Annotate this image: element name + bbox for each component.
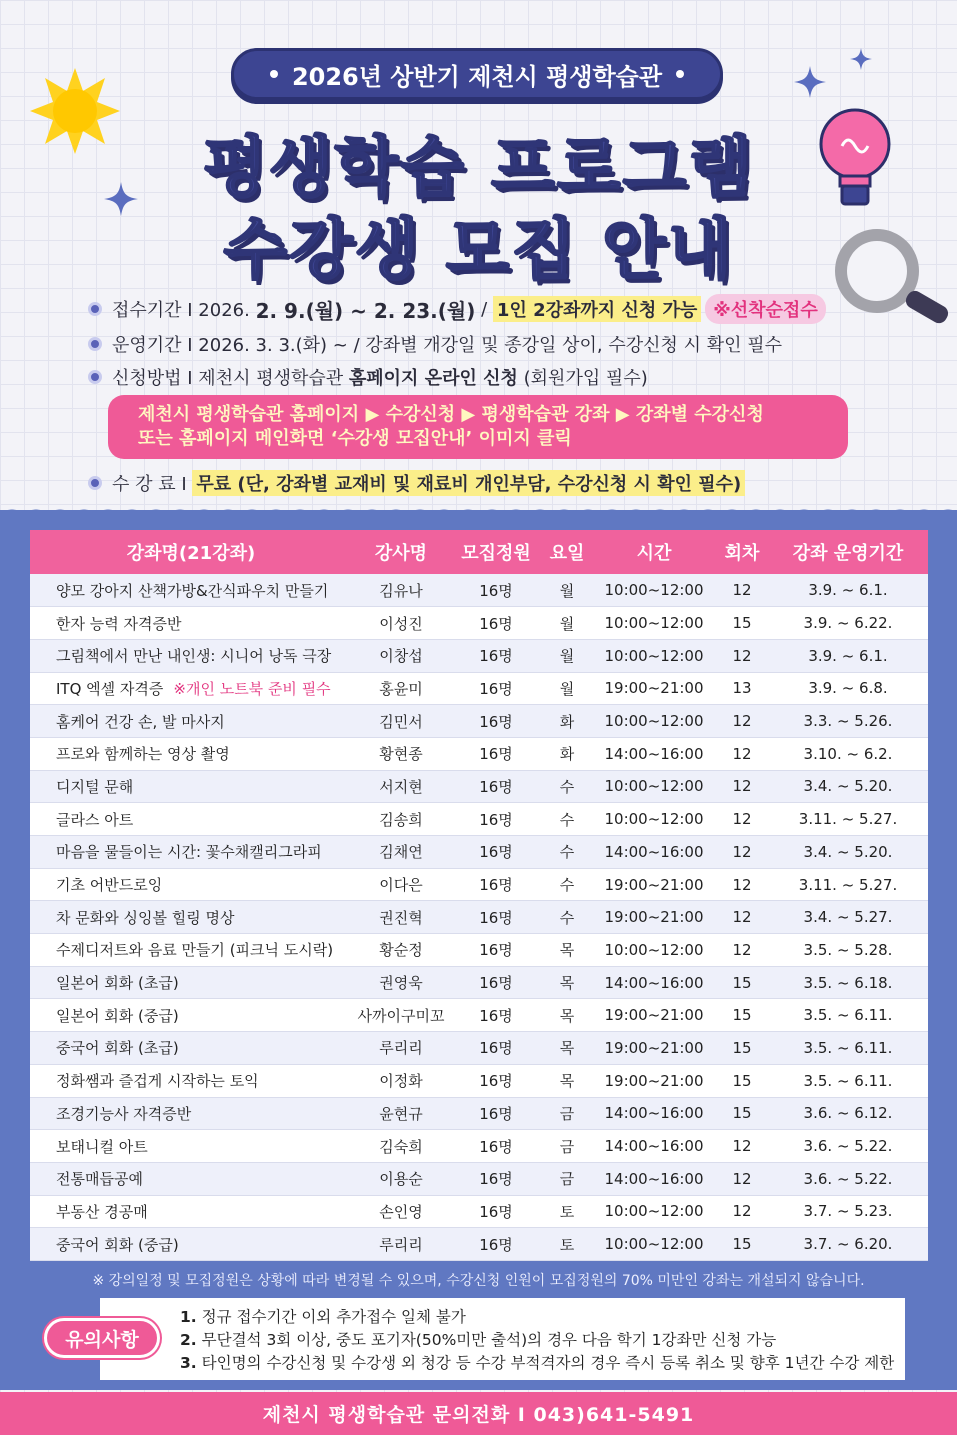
teacher-name: 김민서	[352, 705, 450, 738]
class-time: 10:00~12:00	[592, 934, 716, 967]
course-name	[30, 934, 352, 967]
table-row	[30, 672, 928, 705]
table-row	[30, 934, 928, 967]
method-rest: (회원가입 필수)	[523, 368, 648, 389]
table-row	[30, 770, 928, 803]
course-name-text: 중국어 회화 (초급)	[56, 1039, 179, 1058]
teacher-name: 루리리	[352, 1032, 450, 1065]
weekday: 화	[542, 737, 592, 770]
session-count: 12	[716, 574, 768, 607]
caution-item	[180, 1306, 905, 1329]
course-period: 3.5. ~ 6.11.	[768, 1064, 928, 1097]
session-count: 15	[716, 1097, 768, 1130]
course-period: 3.6. ~ 5.22.	[768, 1162, 928, 1195]
table-row	[30, 705, 928, 738]
method-label: 신청방법 I 제천시 평생학습관	[112, 368, 344, 389]
course-name	[30, 803, 352, 836]
teacher-name: 이성진	[352, 607, 450, 640]
table-row	[30, 607, 928, 640]
reception-dates: 2. 9.(월) ~ 2. 23.(월)	[255, 298, 476, 323]
table-header-row	[30, 530, 928, 574]
weekday: 목	[542, 934, 592, 967]
dot-icon	[676, 70, 684, 78]
class-time: 14:00~16:00	[592, 836, 716, 869]
capacity: 16명	[450, 705, 542, 738]
table-row	[30, 836, 928, 869]
reception-limit: 1인 2강좌까지 신청 가능	[493, 296, 701, 322]
header-subtitle: 2026년 상반기 제천시 평생학습관	[291, 62, 663, 91]
fee-label: 수 강 료 I	[112, 474, 187, 495]
table-row	[30, 1162, 928, 1195]
weekday: 월	[542, 672, 592, 705]
class-time: 14:00~16:00	[592, 737, 716, 770]
contact-bar: 제천시 평생학습관 문의전화 I 043)641-5491	[0, 1392, 957, 1435]
session-count: 15	[716, 999, 768, 1032]
session-count: 12	[716, 770, 768, 803]
class-time: 10:00~12:00	[592, 1228, 716, 1261]
teacher-name: 김유나	[352, 574, 450, 607]
course-name-text: 부동산 경공매	[56, 1202, 148, 1221]
class-time: 19:00~21:00	[592, 672, 716, 705]
weekday: 수	[542, 803, 592, 836]
path-line2: 또는 홈페이지 메인화면 ‘수강생 모집안내’ 이미지 클릭	[138, 428, 572, 449]
teacher-name: 루리리	[352, 1228, 450, 1261]
course-period: 3.4. ~ 5.20.	[768, 836, 928, 869]
capacity: 16명	[450, 737, 542, 770]
course-period: 3.4. ~ 5.27.	[768, 901, 928, 934]
table-row	[30, 574, 928, 607]
header-capacity: 모집정원	[450, 530, 542, 574]
capacity: 16명	[450, 966, 542, 999]
course-name	[30, 999, 352, 1032]
caution-text: 타인명의 수강신청 및 수강생 외 청강 등 수강 부적격자의 경우 즉시 등록 취소 및 향후 1년간 수강 제한	[201, 1354, 895, 1372]
course-name-text: 한자 능력 자격증반	[56, 614, 182, 633]
weekday: 목	[542, 999, 592, 1032]
capacity: 16명	[450, 1130, 542, 1163]
course-period: 3.7. ~ 5.23.	[768, 1195, 928, 1228]
page-title-line1: 평생학습 프로그램	[202, 129, 755, 206]
info-fee	[88, 470, 745, 496]
course-period: 3.9. ~ 6.22.	[768, 607, 928, 640]
course-period: 3.7. ~ 6.20.	[768, 1228, 928, 1261]
session-count: 13	[716, 672, 768, 705]
session-count: 15	[716, 1064, 768, 1097]
dot-icon	[270, 70, 278, 78]
course-name-text: 디지털 문해	[56, 777, 134, 796]
weekday: 토	[542, 1228, 592, 1261]
class-time: 10:00~12:00	[592, 705, 716, 738]
teacher-name: 권진혁	[352, 901, 450, 934]
header-count: 회차	[716, 530, 768, 574]
reception-label: 접수기간 I 2026.	[112, 300, 250, 321]
course-name	[30, 1130, 352, 1163]
fee-value: 무료 (단, 강좌별 교재비 및 재료비 개인부담, 수강신청 시 확인 필수)	[192, 470, 745, 496]
weekday: 목	[542, 1032, 592, 1065]
course-period: 3.5. ~ 5.28.	[768, 934, 928, 967]
application-path-box	[108, 395, 848, 459]
course-name-text: 보태니컬 아트	[56, 1137, 148, 1156]
course-name	[30, 737, 352, 770]
course-name-text: 정화쌤과 즐겁게 시작하는 토익	[56, 1072, 259, 1091]
capacity: 16명	[450, 999, 542, 1032]
weekday: 토	[542, 1195, 592, 1228]
teacher-name: 홍윤미	[352, 672, 450, 705]
class-time: 10:00~12:00	[592, 574, 716, 607]
session-count: 15	[716, 966, 768, 999]
course-period: 3.9. ~ 6.8.	[768, 672, 928, 705]
course-period: 3.5. ~ 6.11.	[768, 1032, 928, 1065]
course-name-text: 기초 어반드로잉	[56, 876, 163, 895]
weekday: 목	[542, 966, 592, 999]
session-count: 12	[716, 705, 768, 738]
session-count: 12	[716, 803, 768, 836]
session-count: 15	[716, 1228, 768, 1261]
caution-item	[180, 1352, 905, 1375]
caution-text: 무단결석 3회 이상, 중도 포기자(50%미만 출석)의 경우 다음 학기 1강좌만 신청 가능	[201, 1331, 777, 1349]
course-name	[30, 672, 352, 705]
class-time: 19:00~21:00	[592, 1032, 716, 1065]
weekday: 금	[542, 1097, 592, 1130]
bullet-icon	[88, 337, 102, 351]
table-row	[30, 901, 928, 934]
header-course: 강좌명(21강좌)	[30, 530, 352, 574]
table-row	[30, 1097, 928, 1130]
teacher-name: 이용순	[352, 1162, 450, 1195]
info-method	[88, 364, 648, 390]
course-note: ※개인 노트북 준비 필수	[173, 679, 331, 698]
caution-num: 3.	[180, 1354, 197, 1372]
header-time: 시간	[592, 530, 716, 574]
bullet-icon	[88, 476, 102, 490]
course-name-text: 양모 강아지 산책가방&간식파우치 만들기	[56, 581, 329, 600]
weekday: 금	[542, 1162, 592, 1195]
course-name	[30, 607, 352, 640]
course-name-text: 홈케어 건강 손, 발 마사지	[56, 712, 225, 731]
table-row	[30, 1195, 928, 1228]
course-period: 3.10. ~ 6.2.	[768, 737, 928, 770]
footnote: ※ 강의일정 및 모집정원은 상황에 따라 변경될 수 있으며, 수강신청 인원이 모집정원의 70% 미만인 강좌는 개설되지 않습니다.	[92, 1273, 865, 1289]
table-row	[30, 737, 928, 770]
session-count: 12	[716, 868, 768, 901]
course-name	[30, 1162, 352, 1195]
header-teacher: 강사명	[352, 530, 450, 574]
course-name	[30, 966, 352, 999]
class-time: 14:00~16:00	[592, 1162, 716, 1195]
table-row	[30, 1032, 928, 1065]
teacher-name: 황순정	[352, 934, 450, 967]
teacher-name: 윤현규	[352, 1097, 450, 1130]
teacher-name: 김채연	[352, 836, 450, 869]
teacher-name: 이정화	[352, 1064, 450, 1097]
session-count: 12	[716, 934, 768, 967]
bullet-icon	[88, 302, 102, 316]
teacher-name: 이창섭	[352, 639, 450, 672]
caution-label: 유의사항	[44, 1318, 160, 1358]
weekday: 월	[542, 574, 592, 607]
course-name	[30, 836, 352, 869]
course-name-text: 일본어 회화 (초급)	[56, 974, 179, 993]
class-time: 14:00~16:00	[592, 1130, 716, 1163]
capacity: 16명	[450, 770, 542, 803]
class-time: 19:00~21:00	[592, 1064, 716, 1097]
capacity: 16명	[450, 639, 542, 672]
course-name	[30, 1228, 352, 1261]
sparkle-icon	[850, 48, 872, 70]
weekday: 수	[542, 770, 592, 803]
course-period: 3.5. ~ 6.18.	[768, 966, 928, 999]
capacity: 16명	[450, 607, 542, 640]
capacity: 16명	[450, 836, 542, 869]
capacity: 16명	[450, 1097, 542, 1130]
class-time: 10:00~12:00	[592, 607, 716, 640]
capacity: 16명	[450, 803, 542, 836]
course-name-text: 차 문화와 싱잉볼 힐링 명상	[56, 908, 235, 927]
session-count: 12	[716, 1130, 768, 1163]
class-time: 10:00~12:00	[592, 770, 716, 803]
capacity: 16명	[450, 1228, 542, 1261]
class-time: 10:00~12:00	[592, 1195, 716, 1228]
capacity: 16명	[450, 1195, 542, 1228]
bullet-icon	[88, 370, 102, 384]
session-count: 12	[716, 836, 768, 869]
table-row	[30, 868, 928, 901]
caution-box	[100, 1298, 905, 1380]
capacity: 16명	[450, 574, 542, 607]
session-count: 15	[716, 1032, 768, 1065]
class-time: 14:00~16:00	[592, 966, 716, 999]
page-title-line2: 수강생 모집 안내	[223, 211, 734, 288]
class-time: 19:00~21:00	[592, 901, 716, 934]
table-row	[30, 1064, 928, 1097]
header-period: 강좌 운영기간	[768, 530, 928, 574]
course-name-text: 수제디저트와 음료 만들기 (피크닉 도시락)	[56, 941, 334, 960]
course-table	[30, 530, 928, 1261]
capacity: 16명	[450, 672, 542, 705]
reception-badge: ※선착순접수	[705, 294, 825, 324]
course-name	[30, 770, 352, 803]
course-name-text: 마음을 물들이는 시간: 꽃수채캘리그라피	[56, 843, 322, 862]
teacher-name: 사까이구미꼬	[352, 999, 450, 1032]
table-row	[30, 803, 928, 836]
capacity: 16명	[450, 868, 542, 901]
weekday: 수	[542, 836, 592, 869]
course-name	[30, 1064, 352, 1097]
reception-sep: /	[481, 298, 488, 320]
weekday: 금	[542, 1130, 592, 1163]
course-period: 3.11. ~ 5.27.	[768, 803, 928, 836]
course-name-text: 조경기능사 자격증반	[56, 1104, 192, 1123]
course-period: 3.9. ~ 6.1.	[768, 639, 928, 672]
capacity: 16명	[450, 1064, 542, 1097]
weekday: 화	[542, 705, 592, 738]
sparkle-icon	[794, 66, 826, 98]
course-name-text: 글라스 아트	[56, 810, 134, 829]
caution-num: 2.	[180, 1331, 197, 1349]
course-name	[30, 1195, 352, 1228]
weekday: 월	[542, 607, 592, 640]
session-count: 12	[716, 1162, 768, 1195]
course-period: 3.6. ~ 6.12.	[768, 1097, 928, 1130]
course-name	[30, 705, 352, 738]
teacher-name: 이다은	[352, 868, 450, 901]
course-name	[30, 639, 352, 672]
table-row	[30, 1130, 928, 1163]
table-row	[30, 639, 928, 672]
capacity: 16명	[450, 1162, 542, 1195]
info-operation	[88, 331, 782, 357]
operation-text: 운영기간 I 2026. 3. 3.(화) ~ / 강좌별 개강일 및 종강일 상이, 수강신청 시 확인 필수	[112, 335, 783, 356]
session-count: 15	[716, 607, 768, 640]
course-name-text: ITQ 엑셀 자격증	[56, 679, 164, 698]
course-name-text: 그림책에서 만난 내인생: 시니어 낭독 극장	[56, 647, 332, 666]
course-name-text: 전통매듭공예	[56, 1170, 143, 1189]
course-name	[30, 1097, 352, 1130]
capacity: 16명	[450, 934, 542, 967]
class-time: 10:00~12:00	[592, 639, 716, 672]
course-name	[30, 901, 352, 934]
weekday: 수	[542, 868, 592, 901]
weekday: 월	[542, 639, 592, 672]
caution-item	[180, 1329, 905, 1352]
weekday: 수	[542, 901, 592, 934]
session-count: 12	[716, 901, 768, 934]
teacher-name: 황현종	[352, 737, 450, 770]
table-row	[30, 1228, 928, 1261]
subtitle-pill	[231, 48, 723, 100]
course-period: 3.3. ~ 5.26.	[768, 705, 928, 738]
course-period: 3.9. ~ 6.1.	[768, 574, 928, 607]
header-day: 요일	[542, 530, 592, 574]
weekday: 목	[542, 1064, 592, 1097]
course-name	[30, 574, 352, 607]
course-name	[30, 1032, 352, 1065]
path-line1: 제천시 평생학습관 홈페이지 ▶ 수강신청 ▶ 평생학습관 강좌 ▶ 강좌별 수강신청	[138, 404, 764, 425]
caution-text: 정규 접수기간 이외 추가접수 일체 불가	[201, 1308, 466, 1326]
session-count: 12	[716, 737, 768, 770]
course-period: 3.11. ~ 5.27.	[768, 868, 928, 901]
method-bold: 홈페이지 온라인 신청	[348, 368, 518, 389]
course-period: 3.6. ~ 5.22.	[768, 1130, 928, 1163]
teacher-name: 김숙희	[352, 1130, 450, 1163]
capacity: 16명	[450, 1032, 542, 1065]
teacher-name: 권영욱	[352, 966, 450, 999]
capacity: 16명	[450, 901, 542, 934]
caution-num: 1.	[180, 1308, 197, 1326]
table-row	[30, 966, 928, 999]
course-period: 3.5. ~ 6.11.	[768, 999, 928, 1032]
session-count: 12	[716, 639, 768, 672]
session-count: 12	[716, 1195, 768, 1228]
teacher-name: 서지현	[352, 770, 450, 803]
info-reception	[88, 294, 826, 324]
class-time: 19:00~21:00	[592, 868, 716, 901]
course-name	[30, 868, 352, 901]
course-name-text: 프로와 함께하는 영상 촬영	[56, 745, 230, 764]
class-time: 14:00~16:00	[592, 1097, 716, 1130]
course-name-text: 일본어 회화 (중급)	[56, 1006, 179, 1025]
class-time: 19:00~21:00	[592, 999, 716, 1032]
course-period: 3.4. ~ 5.20.	[768, 770, 928, 803]
course-name-text: 중국어 회화 (중급)	[56, 1235, 179, 1254]
class-time: 10:00~12:00	[592, 803, 716, 836]
teacher-name: 손인영	[352, 1195, 450, 1228]
table-row	[30, 999, 928, 1032]
teacher-name: 김송희	[352, 803, 450, 836]
